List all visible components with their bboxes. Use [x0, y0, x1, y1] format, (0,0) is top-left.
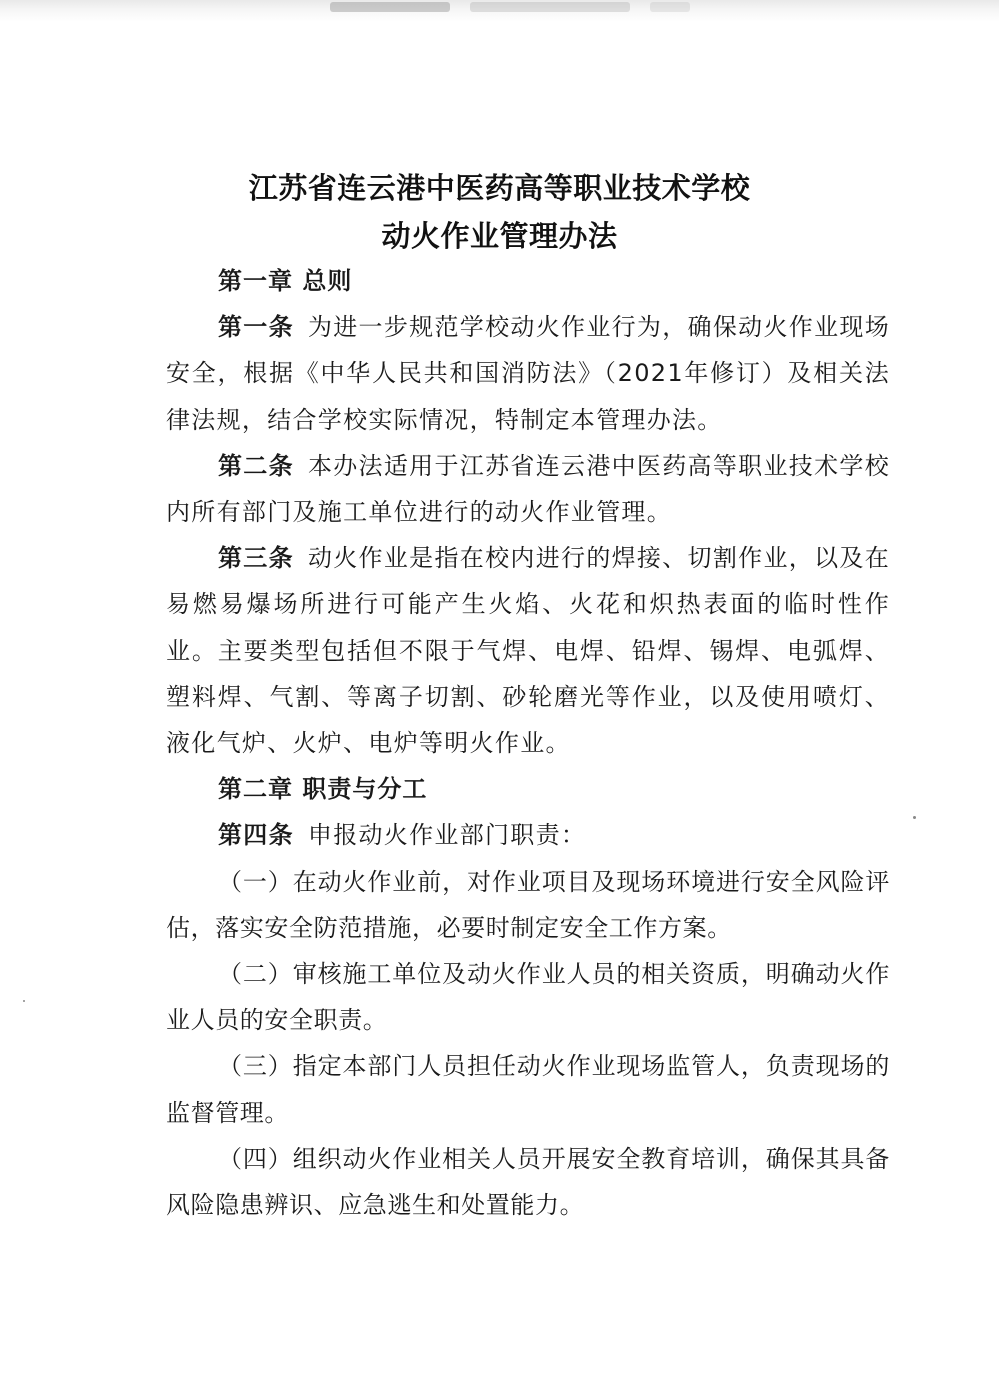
document-title-line2: 动火作业管理办法: [381, 219, 618, 253]
document-title-line1: 江苏省连云港中医药高等职业技术学校: [248, 171, 751, 205]
article-text: 申报动火作业部门职责：: [307, 821, 587, 850]
article-paragraph: [166, 812, 890, 858]
scan-artifact: [650, 2, 690, 12]
scan-artifact: [330, 2, 450, 12]
scan-top-edge: [0, 0, 999, 22]
chapter-heading: 第一章 总则: [218, 267, 353, 295]
scan-speck: [23, 1000, 25, 1002]
article-paragraph: [166, 443, 890, 535]
scan-artifact: [470, 2, 630, 12]
article-text: 本办法适用于江苏省连云港中医药高等职业技术学校内所有部门及施工单位进行的动火作业管理。: [166, 451, 891, 527]
article-lead: 第一条: [218, 313, 294, 342]
article-lead: 第二条: [218, 451, 294, 480]
chapter-heading: 第二章 职责与分工: [218, 775, 428, 804]
article-paragraph: [166, 304, 890, 443]
article-text: 动火作业是指在校内进行的焊接、切割作业，以及在易燃易爆场所进行可能产生火焰、火花和炽热表面的临时性作业。主要类型包括但不限于气焊、电焊、铅焊、锡焊、电弧焊、塑料焊、气割、等离子切割、砂轮磨光等作业，以及使用喷灯、液化气炉、火炉、电炉等明火作业。: [166, 544, 891, 758]
scan-speck: [913, 816, 916, 819]
article-lead: 第四条: [218, 821, 294, 850]
list-item: （四）组织动火作业相关人员开展安全教育培训，确保其具备风险隐患辨识、应急逃生和处置能力。: [166, 1144, 890, 1220]
list-item: （三）指定本部门人员担任动火作业现场监管人，负责现场的监督管理。: [166, 1052, 890, 1127]
list-item: （二）审核施工单位及动火作业人员的相关资质，明确动火作业人员的安全职责。: [166, 960, 890, 1035]
list-item: （一）在动火作业前，对作业项目及现场环境进行安全风险评估，落实安全防范措施，必要时制定安全工作方案。: [166, 867, 890, 942]
article-lead: 第三条: [218, 544, 294, 573]
article-paragraph: [166, 535, 890, 766]
article-text: 为进一步规范学校动火作业行为，确保动火作业现场安全，根据《中华人民共和国消防法》（2021年修订）及相关法律法规，结合学校实际情况，特制定本管理办法。: [166, 313, 891, 434]
document-body: [166, 258, 890, 1228]
